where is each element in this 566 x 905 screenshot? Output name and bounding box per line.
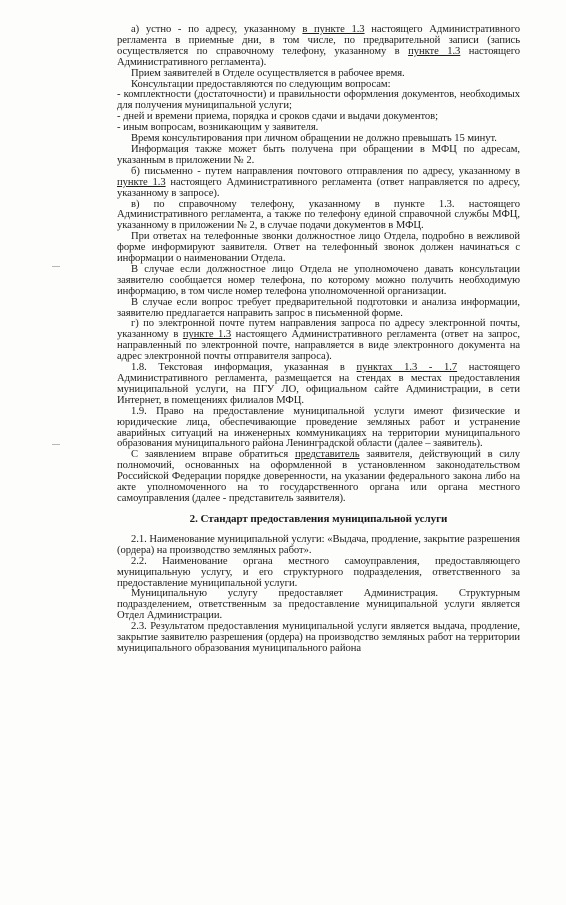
paragraph-text: Время консультирования при личном обращении не должно превышать 15 минут. <box>131 133 497 145</box>
section-2-paragraphs <box>117 535 520 655</box>
paragraph <box>117 450 520 505</box>
document-body <box>117 25 520 655</box>
paragraph <box>117 265 520 298</box>
paragraph-text: настоящего Административного регламента в приемные дни, в том числе, по предварительной записи (запись осуществляется по справочному телефону, указанному в <box>117 24 520 57</box>
paragraph <box>117 557 520 590</box>
paragraph <box>117 167 520 200</box>
paragraph-text: В случае если должностное лицо Отдела не уполномочено давать консультации заявителю сообщается номер телефона, по которому можно получить необходимую информацию, в том числе номер телефона уполномоченной организации. <box>117 263 520 297</box>
paragraph-text: в) по справочному телефону, указанному в пункте 1.3. настоящего Административного регламента, а также по телефону единой справочной службы МФЦ, указанному в приложении № 2, в случае подачи документов в МФЦ. <box>117 198 520 232</box>
paragraph-text: Муниципальную услугу предоставляет Администрация. Структурным подразделением, ответственным за предоставление муниципальной услуги является Отдел Администрации. <box>117 588 520 622</box>
underlined-reference: пункте 1.3 <box>117 176 166 188</box>
paragraph <box>117 622 520 655</box>
paragraph <box>117 407 520 451</box>
paragraph <box>117 535 520 557</box>
paragraph <box>117 232 520 265</box>
paragraph-text: г) по электронной почте путем направления запроса по адресу электронной почты, указанному в <box>117 318 520 341</box>
paragraph-text: Прием заявителей в Отделе осуществляется в рабочее время. <box>131 67 405 79</box>
paragraph <box>117 145 520 167</box>
underlined-reference: пунктах 1.3 - 1.7 <box>356 362 458 374</box>
paragraph-text: - иным вопросам, возникающим у заявителя. <box>117 122 319 134</box>
paragraph-text: В случае если вопрос требует предварительной подготовки и анализа информации, заявителю предлагается направить запрос в письменной форме. <box>117 296 520 319</box>
paragraph-text: - комплектности (достаточности) и правильности оформления документов, необходимых для получения муниципальной услуги; <box>117 89 520 112</box>
paragraph-text: 1.9. Право на предоставление муниципальной услуги имеют физические и юридические лица, обеспечивающие проведение земляных работ и устранение аварийных ситуаций на инженерных коммуникациях на территории муниципального образования муниципального района Ленинградской области (далее – заявитель). <box>117 405 520 450</box>
paragraph <box>117 589 520 622</box>
paragraph-text: Информация также может быть получена при обращении в МФЦ по адресам, указанным в приложении № 2. <box>117 143 520 166</box>
paragraph <box>117 319 520 363</box>
paragraph-text: Консультации предоставляются по следующим вопросам: <box>131 78 391 90</box>
underlined-reference: пункте 1.3 <box>408 45 461 57</box>
paragraph <box>117 200 520 233</box>
paragraph <box>117 363 520 407</box>
section-title: 2. Стандарт предоставления муниципальной услуги <box>189 512 448 525</box>
paragraph <box>117 298 520 320</box>
paragraph-text: С заявлением вправе обратиться <box>131 449 295 461</box>
section-1-paragraphs <box>117 25 520 505</box>
paragraph-text: настоящего Административного регламента). <box>117 45 521 68</box>
paragraph-text: б) письменно - путем направления почтового отправления по адресу, указанному в <box>131 165 520 177</box>
paragraph-text: настоящего Административного регламента, размещается на стендах в местах предоставления муниципальной услуги, на ПГУ ЛО, официальном сайте Администрации, в сети Интернет, в помещениях филиалов МФЦ. <box>117 362 520 406</box>
paragraph-text: 1.8. Текстовая информация, указанная в <box>131 362 357 374</box>
underlined-reference: в пункте 1.3 <box>302 24 365 35</box>
paragraph <box>117 90 520 112</box>
paragraph-text: - дней и времени приема, порядка и сроков сдачи и выдачи документов; <box>117 111 438 123</box>
paragraph-text: настоящего Административного регламента (ответ на запрос, направленный по электронной почте, направляется в виде электронного документа на адрес электронной почты отправителя запроса). <box>117 329 520 363</box>
paragraph-text: 2.3. Результатом предоставления муниципальной услуги является выдача, продление, закрытие заявителю разрешения (ордера) на производство земляных работ на территории муниципального образования муниципального района <box>117 621 520 654</box>
paragraph-text: 2.2. Наименование органа местного самоуправления, предоставляющего муниципальную услугу, и его структурного подразделения, ответственного за предоставление муниципальной услуги. <box>117 555 520 589</box>
underlined-reference: пункте 1.3 <box>182 329 232 341</box>
margin-mark <box>52 266 60 267</box>
underlined-reference: представитель <box>294 449 360 461</box>
paragraph-text: При ответах на телефонные звонки должностное лицо Отдела, подробно в вежливой форме информируют заявителя. Ответ на телефонный звонок должен начинаться с информации о наименовании Отдела. <box>117 231 520 265</box>
margin-mark <box>52 444 60 445</box>
paragraph <box>117 25 520 69</box>
paragraph-text: заявителя, действующий в силу полномочий, основанных на оформленной в установленном законодательством Российской Федерации порядке доверенности, на указании федерального закона либо на акте уполномоченного на то государственного органа или органа местного самоуправления (далее - представитель заявителя). <box>117 449 520 504</box>
paragraph-text: настоящего Административного регламента (ответ направляется по адресу, указанному в запросе). <box>117 176 520 199</box>
paragraph-text: а) устно - по адресу, указанному <box>131 24 303 35</box>
paragraph-text: 2.1. Наименование муниципальной услуги: «Выдача, продление, закрытие разрешения (ордера) на производство земляных работ». <box>117 533 520 556</box>
